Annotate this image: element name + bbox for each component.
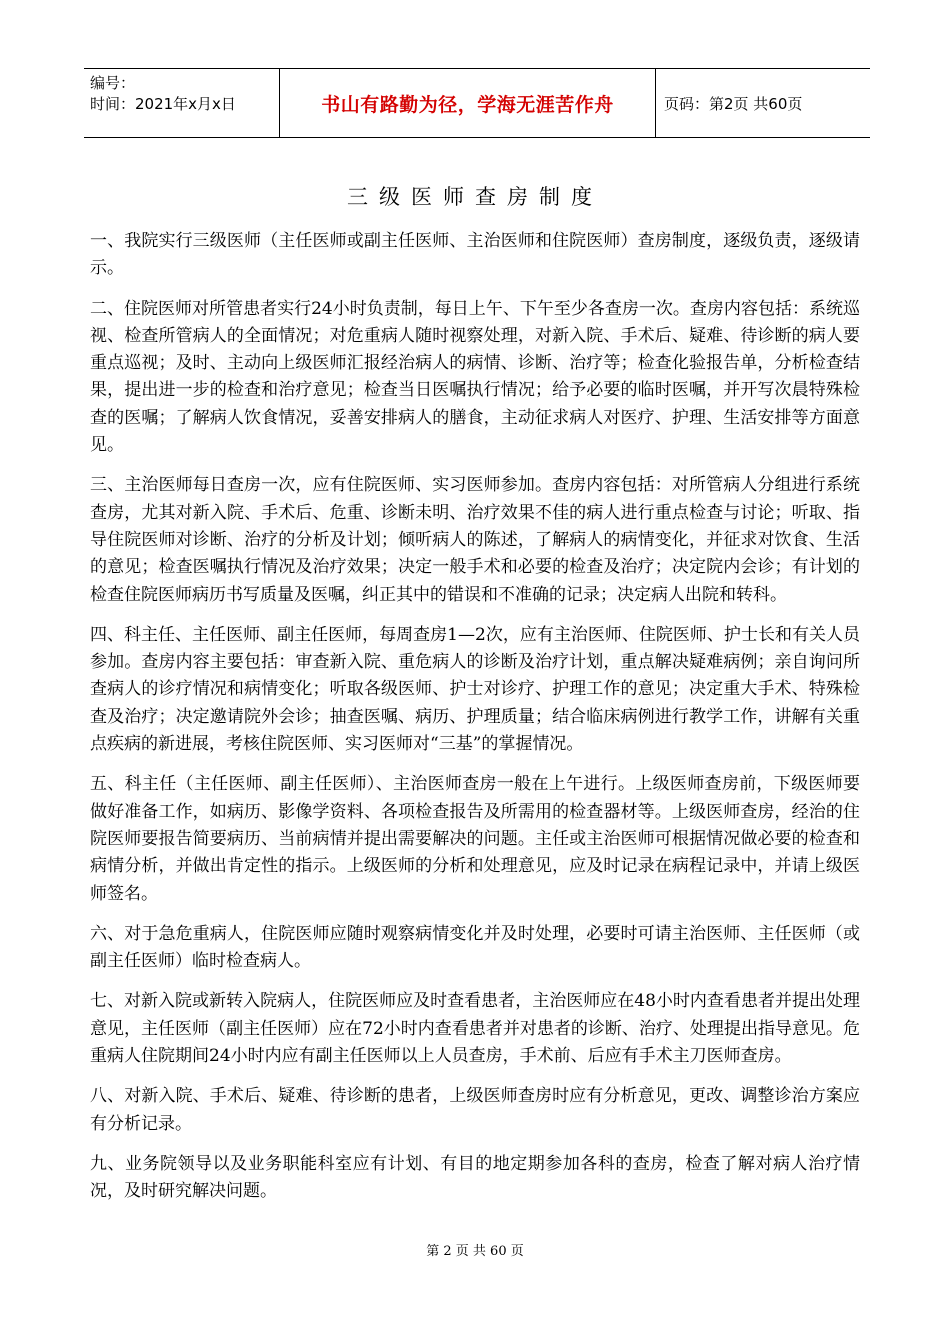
header-motto-cell: [280, 69, 656, 137]
document-title: 三级医师查房制度: [347, 185, 603, 209]
header-page-info: 页码：第2页 共60页: [664, 94, 803, 113]
document-header: [84, 68, 870, 138]
paragraph-5: 五、科主任（主任医师、副主任医师）、主治医师查房一般在上午进行。上级医师查房前，下级医师要做好准备工作，如病历、影像学资料、各项检查报告及所需用的检查器材等。上级医师查房，经治的住院医师要报告简要病历、当前病情并提出需要解决的问题。主任或主治医师可根据情况做必要的检查和病情分析，并做出肯定性的指示。上级医师的分析和处理意见，应及时记录在病程记录中，并请上级医师签名。: [90, 774, 860, 904]
paragraph-9: 九、业务院领导以及业务职能科室应有计划、有目的地定期参加各科的查房，检查了解对病人治疗情况，及时研究解决问题。: [90, 1153, 860, 1202]
header-number-label: 编号：: [90, 74, 136, 92]
header-page-cell: [656, 69, 870, 137]
header-motto: 书山有路勤为径，学海无涯苦作舟: [321, 93, 614, 116]
header-time-label: 时间：2021年x月x日: [90, 95, 236, 113]
document-body: [90, 228, 860, 1219]
page-footer: 第 2 页 共 60 页: [426, 1244, 524, 1259]
paragraph-8: 八、对新入院、手术后、疑难、待诊断的患者，上级医师查房时应有分析意见，更改、调整诊治方案应有分析记录。: [90, 1086, 860, 1134]
paragraph-4: 四、科主任、主任医师、副主任医师，每周查房1—2次，应有主治医师、住院医师、护士长和有关人员参加。查房内容主要包括：审查新入院、重危病人的诊断及治疗计划，重点解决疑难病例；亲自询问所查病人的诊疗情况和病情变化；听取各级医师、护士对诊疗、护理工作的意见；决定重大手术、特殊检查及治疗；决定邀请院外会诊；抽查医嘱、病历、护理质量；结合临床病例进行教学工作，讲解有关重点疾病的新进展，考核住院医师、实习医师对“三基”的掌握情况。: [90, 624, 860, 755]
paragraph-7: 七、对新入院或新转入院病人，住院医师应及时查看患者，主治医师应在48小时内查看患者并提出处理意见，主任医师（副主任医师）应在72小时内查看患者并对患者的诊断、治疗、处理提出指导意见。危重病人住院期间24小时内应有副主任医师以上人员查房，手术前、后应有手术主刀医师查房。: [90, 991, 860, 1067]
header-meta: [84, 69, 280, 137]
paragraph-2: 二、住院医师对所管患者实行24小时负责制，每日上午、下午至少各查房一次。查房内容包括：系统巡视、检查所管病人的全面情况；对危重病人随时视察处理，对新入院、手术后、疑难、待诊断的病人要重点巡视；及时、主动向上级医师汇报经治病人的病情、诊断、治疗等；检查化验报告单，分析检查结果，提出进一步的检查和治疗意见；检查当日医嘱执行情况；给予必要的临时医嘱，并开写次晨特殊检查的医嘱；了解病人饮食情况，妥善安排病人的膳食，主动征求病人对医疗、护理、生活安排等方面意见。: [90, 298, 860, 456]
paragraph-3: 三、主治医师每日查房一次，应有住院医师、实习医师参加。查房内容包括：对所管病人分组进行系统查房，尤其对新入院、手术后、危重、诊断未明、治疗效果不佳的病人进行重点检查与讨论；听取、指导住院医师对诊断、治疗的分析及计划；倾听病人的陈述，了解病人的病情变化，并征求对饮食、生活的意见；检查医嘱执行情况及治疗效果；决定一般手术和必要的检查及治疗；决定院内会诊；有计划的检查住院医师病历书写质量及医嘱，纠正其中的错误和不准确的记录；决定病人出院和转科。: [90, 475, 860, 605]
paragraph-6: 六、对于急危重病人，住院医师应随时观察病情变化并及时处理，必要时可请主治医师、主任医师（或副主任医师）临时检查病人。: [90, 923, 860, 972]
paragraph-1: 一、我院实行三级医师（主任医师或副主任医师、主治医师和住院医师）查房制度，逐级负责，逐级请示。: [90, 231, 860, 279]
